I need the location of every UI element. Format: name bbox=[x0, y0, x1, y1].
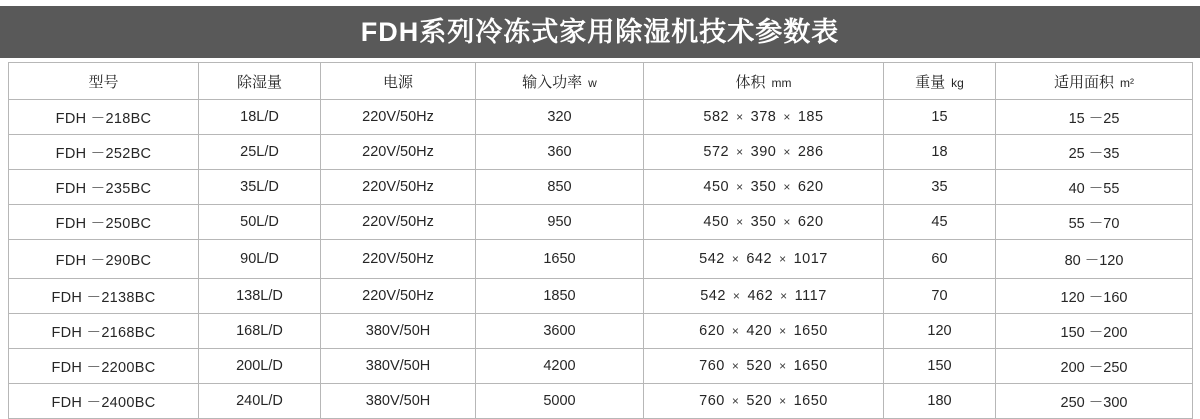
cell-model: FDH －2168BC bbox=[9, 314, 199, 349]
cell-input-power: 1650 bbox=[476, 240, 644, 279]
column-unit-volume: mm bbox=[771, 75, 792, 90]
specification-table bbox=[8, 62, 1193, 419]
table-row bbox=[9, 170, 1193, 205]
column-unit-weight: kg bbox=[951, 75, 964, 90]
cell-input-power: 320 bbox=[476, 100, 644, 135]
cell-weight: 150 bbox=[884, 349, 996, 384]
cell-capacity: 90L/D bbox=[199, 240, 321, 279]
table-row bbox=[9, 240, 1193, 279]
cell-model: FDH －250BC bbox=[9, 205, 199, 240]
cell-volume: 620 × 420 × 1650 bbox=[644, 314, 884, 349]
table-row bbox=[9, 384, 1193, 419]
multiply-symbol: × bbox=[779, 394, 787, 408]
cell-capacity: 138L/D bbox=[199, 279, 321, 314]
cell-power-supply: 220V/50Hz bbox=[321, 240, 476, 279]
cell-model: FDH －252BC bbox=[9, 135, 199, 170]
cell-capacity: 200L/D bbox=[199, 349, 321, 384]
multiply-symbol: × bbox=[732, 289, 741, 303]
cell-volume: 760 × 520 × 1650 bbox=[644, 349, 884, 384]
multiply-symbol: × bbox=[783, 215, 791, 229]
table-row bbox=[9, 205, 1193, 240]
cell-capacity: 35L/D bbox=[199, 170, 321, 205]
table-row bbox=[9, 349, 1193, 384]
cell-area: 120 －160 bbox=[996, 279, 1193, 314]
cell-area: 55 －70 bbox=[996, 205, 1193, 240]
multiply-symbol: × bbox=[731, 394, 740, 408]
cell-power-supply: 380V/50H bbox=[321, 314, 476, 349]
column-header-weight: 重量 kg bbox=[884, 63, 996, 100]
cell-input-power: 3600 bbox=[476, 314, 644, 349]
column-unit-input-power: w bbox=[588, 75, 597, 90]
cell-power-supply: 380V/50H bbox=[321, 349, 476, 384]
multiply-symbol: × bbox=[731, 324, 740, 338]
multiply-symbol: × bbox=[783, 180, 791, 194]
cell-power-supply: 380V/50H bbox=[321, 384, 476, 419]
cell-input-power: 360 bbox=[476, 135, 644, 170]
column-header-volume: 体积 mm bbox=[644, 63, 884, 100]
cell-weight: 180 bbox=[884, 384, 996, 419]
multiply-symbol: × bbox=[780, 289, 788, 303]
multiply-symbol: × bbox=[779, 359, 787, 373]
multiply-symbol: × bbox=[779, 252, 787, 266]
table-row bbox=[9, 279, 1193, 314]
column-header-model: 型号 bbox=[9, 63, 199, 100]
cell-capacity: 18L/D bbox=[199, 100, 321, 135]
cell-input-power: 4200 bbox=[476, 349, 644, 384]
cell-power-supply: 220V/50Hz bbox=[321, 170, 476, 205]
column-unit-area: m² bbox=[1120, 75, 1134, 90]
cell-model: FDH －218BC bbox=[9, 100, 199, 135]
cell-power-supply: 220V/50Hz bbox=[321, 100, 476, 135]
table-body bbox=[9, 100, 1193, 419]
cell-area: 40 －55 bbox=[996, 170, 1193, 205]
cell-volume: 542 × 642 × 1017 bbox=[644, 240, 884, 279]
cell-volume: 582 × 378 × 185 bbox=[644, 100, 884, 135]
cell-weight: 120 bbox=[884, 314, 996, 349]
cell-volume: 542 × 462 × 1117 bbox=[644, 279, 884, 314]
table-header-row bbox=[9, 63, 1193, 100]
cell-area: 25 －35 bbox=[996, 135, 1193, 170]
cell-volume: 450 × 350 × 620 bbox=[644, 170, 884, 205]
table-header bbox=[9, 63, 1193, 100]
column-header-power-supply: 电源 bbox=[321, 63, 476, 100]
cell-model: FDH －2400BC bbox=[9, 384, 199, 419]
cell-weight: 15 bbox=[884, 100, 996, 135]
cell-capacity: 25L/D bbox=[199, 135, 321, 170]
multiply-symbol: × bbox=[779, 324, 787, 338]
cell-capacity: 168L/D bbox=[199, 314, 321, 349]
cell-input-power: 850 bbox=[476, 170, 644, 205]
multiply-symbol: × bbox=[731, 359, 740, 373]
cell-power-supply: 220V/50Hz bbox=[321, 135, 476, 170]
cell-power-supply: 220V/50Hz bbox=[321, 279, 476, 314]
table-row bbox=[9, 314, 1193, 349]
cell-volume: 760 × 520 × 1650 bbox=[644, 384, 884, 419]
cell-area: 250 －300 bbox=[996, 384, 1193, 419]
cell-model: FDH －2200BC bbox=[9, 349, 199, 384]
cell-capacity: 240L/D bbox=[199, 384, 321, 419]
table-row bbox=[9, 100, 1193, 135]
multiply-symbol: × bbox=[731, 252, 740, 266]
multiply-symbol: × bbox=[736, 180, 744, 194]
cell-volume: 572 × 390 × 286 bbox=[644, 135, 884, 170]
cell-model: FDH －235BC bbox=[9, 170, 199, 205]
cell-area: 150 －200 bbox=[996, 314, 1193, 349]
multiply-symbol: × bbox=[736, 110, 744, 124]
cell-weight: 45 bbox=[884, 205, 996, 240]
multiply-symbol: × bbox=[736, 145, 744, 159]
cell-model: FDH －290BC bbox=[9, 240, 199, 279]
column-header-area: 适用面积 m² bbox=[996, 63, 1193, 100]
cell-input-power: 1850 bbox=[476, 279, 644, 314]
page-title: FDH系列冷冻式家用除湿机技术参数表 bbox=[360, 16, 840, 47]
multiply-symbol: × bbox=[783, 110, 791, 124]
cell-capacity: 50L/D bbox=[199, 205, 321, 240]
cell-model: FDH －2138BC bbox=[9, 279, 199, 314]
cell-weight: 18 bbox=[884, 135, 996, 170]
cell-power-supply: 220V/50Hz bbox=[321, 205, 476, 240]
table-row bbox=[9, 135, 1193, 170]
cell-area: 80 －120 bbox=[996, 240, 1193, 279]
cell-weight: 70 bbox=[884, 279, 996, 314]
cell-volume: 450 × 350 × 620 bbox=[644, 205, 884, 240]
multiply-symbol: × bbox=[736, 215, 744, 229]
column-header-input-power: 输入功率 w bbox=[476, 63, 644, 100]
cell-area: 15 －25 bbox=[996, 100, 1193, 135]
cell-weight: 60 bbox=[884, 240, 996, 279]
cell-weight: 35 bbox=[884, 170, 996, 205]
column-header-capacity: 除湿量 bbox=[199, 63, 321, 100]
cell-input-power: 5000 bbox=[476, 384, 644, 419]
cell-area: 200 －250 bbox=[996, 349, 1193, 384]
cell-input-power: 950 bbox=[476, 205, 644, 240]
title-bar bbox=[0, 6, 1200, 58]
multiply-symbol: × bbox=[783, 145, 791, 159]
